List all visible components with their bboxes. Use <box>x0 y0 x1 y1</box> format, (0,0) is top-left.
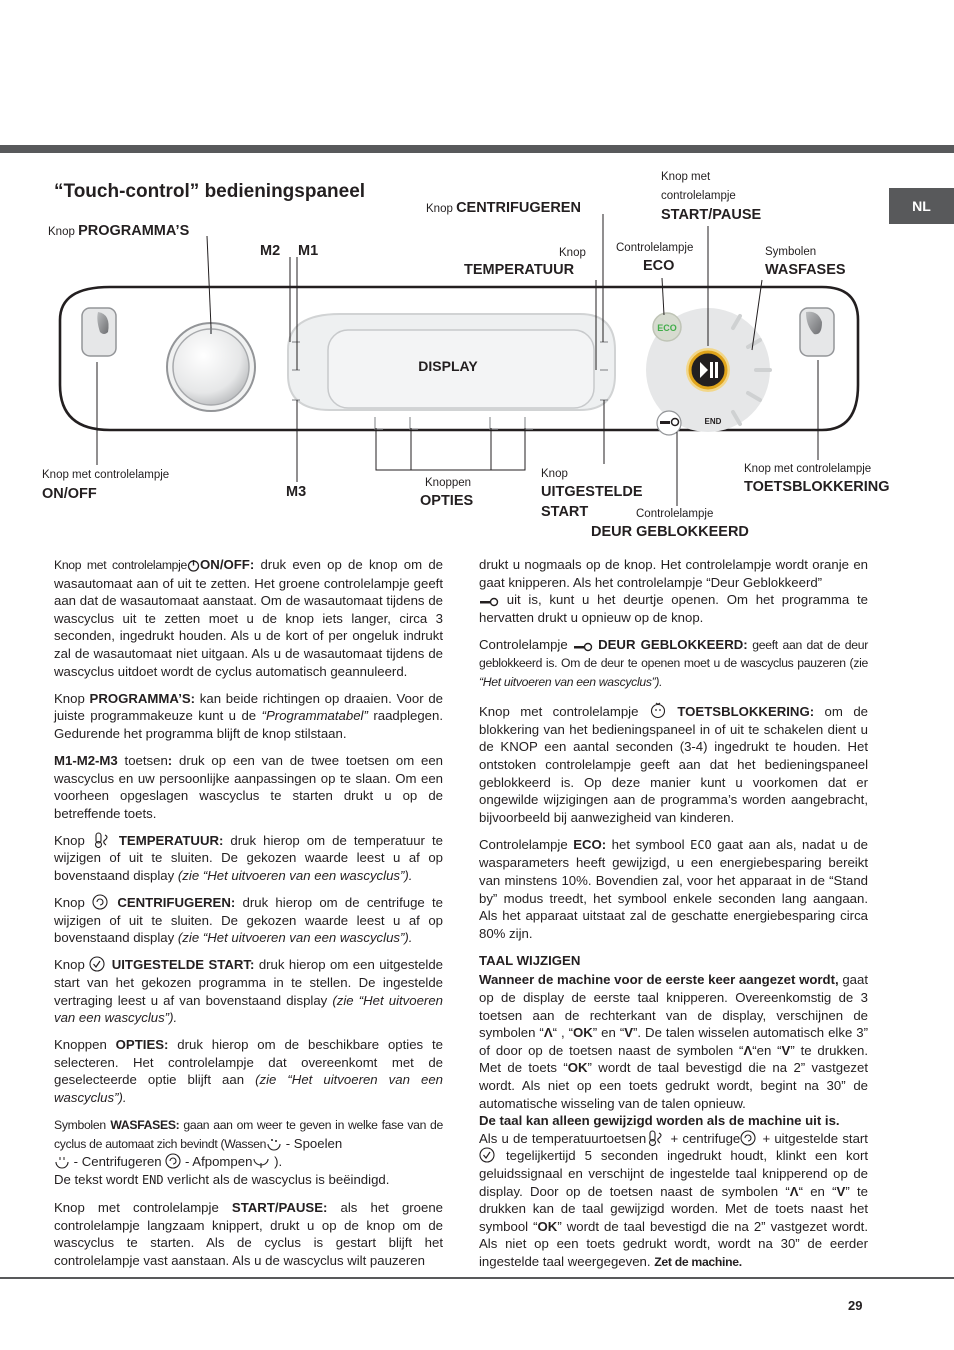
para-m-buttons: M1-M2-M3 toetsen: druk op een van de twee toetsen om een wascyclus en uw persoonlijke aanpassingen op te slaan. Om een voorheen opgeslagen wascyclus te starten drukt u op de betreffende toets. <box>54 752 443 821</box>
start-pause-button <box>686 348 730 392</box>
para-taal-1: Wanneer de machine voor de eerste keer aangezet wordt, gaat op de display de eerste taal knipperen. Overeenkomstig de 3 toetsen aan de rechterkant van de display, verschijnen de symbolen “Λ“ , “OK” en “V”. De talen wisselen automatisch elke 3” of door op de toetsen naast de symbolen “Λ“en “V” te drukken. Met de toets “OK” wordt de taal bevestigd die na 2” vastgezet wordt. Als niet op een toets gedrukt wordt, begint na 30” de automatische wisseling van de talen opnieuw. <box>479 972 868 1111</box>
door-lock-indicator <box>657 411 681 435</box>
para-pause-cont: drukt u nogmaals op de knop. Het controlelampje wordt oranje en gaat knipperen. Als het controlelampje “Deur Geblokkeerd” uit is, kunt u het deurtje openen. Om het programma te hervatten drukt u opnieuw op de knop. <box>479 557 868 625</box>
para-wasfases: Symbolen WASFASES: gaan aan om weer te geven in welke fase van de cyclus de automaat zich bevindt (Wassen - Spoelen - Centrifugeren - Afpompen ). De tekst wordt END verlicht als de wascyclus is beëindigd. <box>54 1118 444 1187</box>
power-icon <box>187 559 200 572</box>
label-opties: OPTIES <box>420 493 474 509</box>
label-m3: M3 <box>286 484 307 500</box>
label-centrifugeren: Knop CENTRIFUGEREN <box>426 200 581 216</box>
label-toets: TOETSBLOKKERING <box>744 479 890 495</box>
para-programmas: Knop PROGRAMMA’S: kan beide richtingen op draaien. Voor de juiste programmakeuze kunt u de “Programmatabel” raadplegen. Gedurende het programma blijft de knop stilstaan. <box>54 690 444 741</box>
rinse-icon <box>54 1155 70 1169</box>
label-m1: M1 <box>298 243 319 259</box>
spin-phase-icon <box>165 1153 181 1169</box>
para-taal-2: De taal kan alleen gewijzigd worden als de machine uit is. Als u de temperatuurtoetsen + centrifuge + uitgestelde start tegelijkertijd 5 seconden ingedrukt houdt, klinkt een kort geluidssignaal en verschijnt de ingestelde taal knipperend op de display. Door op de toetsen naast de symbolen “Λ“ en “V” te drukken kan de taal gewijzigd worden. Met de toets naast het symbool “OK” wordt de taal bevestigd die na 2” vastgezet wordt. Als niet op een toets gedrukt wordt, wordt na 30” de eerder ingestelde taal weergegeven. Zet de machine. <box>479 1113 868 1269</box>
para-eco: Controlelampje ECO: het symbool ECO gaat aan als, nadat u de wasparameters heeft gewijzigd, u een energiebesparing bereikt van minstens 10%. Bovendien zal, voor het apparaat in de “Stand by” modus treedt, het symbool enkele seconden lang aangaan. Als het apparaat uitstaat zal de geschatte energiebesparing circa 80% zijn. <box>479 836 868 941</box>
label-uitgest1: UITGESTELDE <box>541 484 643 500</box>
label-temp-pre: Knop <box>559 247 586 259</box>
spin-icon <box>92 894 110 910</box>
para-toetsblokkering: Knop met controlelampje TOETSBLOKKERING: om de blokkering van het bedieningspaneel in of uit te schakelen dient u de KNOP een aantal seconden (3-4) ingedrukt te houden. Het ontstoken controlelampje geeft aan dat het bedieningspaneel geblokkeerd is. Op deze manier kunt u voorkomen dat er ongewilde wijzigingen aan de programma’s worden aangebracht, bijvoorbeeld bij aanwezigheid van kinderen. <box>479 701 868 826</box>
drain-icon <box>252 1155 270 1169</box>
delayed-start-icon <box>479 1147 497 1163</box>
para-opties: Knoppen OPTIES: druk hierop om de beschikbare opties te selecteren. Het controlelampje dat overeenkomt met de geselecteerde optie blijft aan (zie “Het uitvoeren van een wascyclus”). <box>54 1037 443 1106</box>
on-off-button <box>82 308 116 356</box>
label-startpause-pre2: controlelampje <box>661 190 736 202</box>
key-icon <box>479 597 499 607</box>
temperature-icon <box>646 1130 666 1146</box>
label-onoff: ON/OFF <box>42 486 97 502</box>
heading-taal-wijzigen: TAAL WIJZIGEN <box>479 952 581 968</box>
language-tab: NL <box>889 188 954 224</box>
child-lock-icon <box>649 701 667 719</box>
label-onoff-pre: Knop met controlelampje <box>42 469 170 481</box>
thermometer-icon <box>92 832 112 848</box>
key-lock-button <box>800 308 834 356</box>
section-title: “Touch-control” bedieningspaneel <box>54 181 366 202</box>
wash-icon <box>266 1137 282 1151</box>
label-wasfases-pre: Symbolen <box>765 246 817 258</box>
label-m2: M2 <box>260 243 281 259</box>
bottom-rule <box>0 1277 954 1279</box>
label-wasfases: WASFASES <box>765 262 846 278</box>
eco-badge: ECO <box>657 323 677 333</box>
centrifuge-icon <box>740 1130 758 1146</box>
label-opties-pre: Knoppen <box>425 477 472 489</box>
label-deur-pre: Controlelampje <box>636 508 714 520</box>
para-uitgestelde-start: Knop UITGESTELDE START: druk hierop om een uitgestelde start van het gekozen programma in te stellen. De ingestelde vertraging leest u af van bovenstaand display (zie “Het uitvoeren van een wascyclus”). <box>54 957 444 1026</box>
page-number: 29 <box>848 1298 863 1313</box>
label-programmas: Knop PROGRAMMA’S <box>48 223 190 239</box>
para-deur: Controlelampje DEUR GEBLOKKEERD: geeft aan dat de deur geblokkeerd is. Om de deur te openen moet u de wascyclus pauzeren (zie “Het uitvoeren van een wascyclus”). <box>479 636 868 690</box>
label-uitgest-pre: Knop <box>541 468 568 480</box>
program-knob <box>167 323 255 411</box>
label-startpause: START/PAUSE <box>661 207 762 223</box>
label-temperatuur: TEMPERATUUR <box>464 262 575 278</box>
right-column <box>479 556 868 1281</box>
left-column <box>54 556 443 1279</box>
label-eco: ECO <box>643 258 675 274</box>
label-uitgest2: START <box>541 504 589 520</box>
label-startpause-pre1: Knop met <box>661 171 711 183</box>
label-toets-pre: Knop met controlelampje <box>744 463 872 475</box>
para-centrifugeren: Knop CENTRIFUGEREN: druk hierop om de centrifuge te wijzigen of uit te sluiten. De gekozen waarde leest u af op bovenstaand display (zie “Het uitvoeren van een wascyclus”). <box>54 895 443 946</box>
delay-timer-icon <box>89 956 107 972</box>
para-onoff: Knop met controlelampje ON/OFF: druk even op de knop om de wasautomaat aan of uit te zetten. Het groene controlelampje geeft aan dat de wasautomaat aanstaat. Om de wasautomaat tijdens de wascyclus uit te zetten moet u de knop iets langer, circa 3 seconden, ingedrukt houden. Als u de kort of per ongeluk indrukt zal de wasautomaat niet uitgaan. Als u de wasautomaat tijdens de wascyclus uitdoet wordt de cyclus automatisch geannuleerd. <box>54 557 443 679</box>
end-badge: END <box>704 417 722 426</box>
door-key-icon <box>573 642 593 652</box>
para-temperatuur: Knop TEMPERATUUR: druk hierop om de temperatuur te wijzigen of uit te sluiten. De gekozen waarde leest u af op bovenstaand display (zie “Het uitvoeren van een wascyclus”). <box>54 832 443 883</box>
label-eco-pre: Controlelampje <box>616 242 694 254</box>
para-start-pause: Knop met controlelampje START/PAUSE: als het groene controlelampje langzaam knippert, drukt u op de knop om de wascyclus te starten. Als de cyclus is gestart blijft het controlelampje vast aanstaan. Als u de wascyclus wilt pauzeren <box>54 1200 444 1268</box>
display-label: DISPLAY <box>418 358 478 374</box>
label-deur: DEUR GEBLOKKEERD <box>591 524 749 540</box>
